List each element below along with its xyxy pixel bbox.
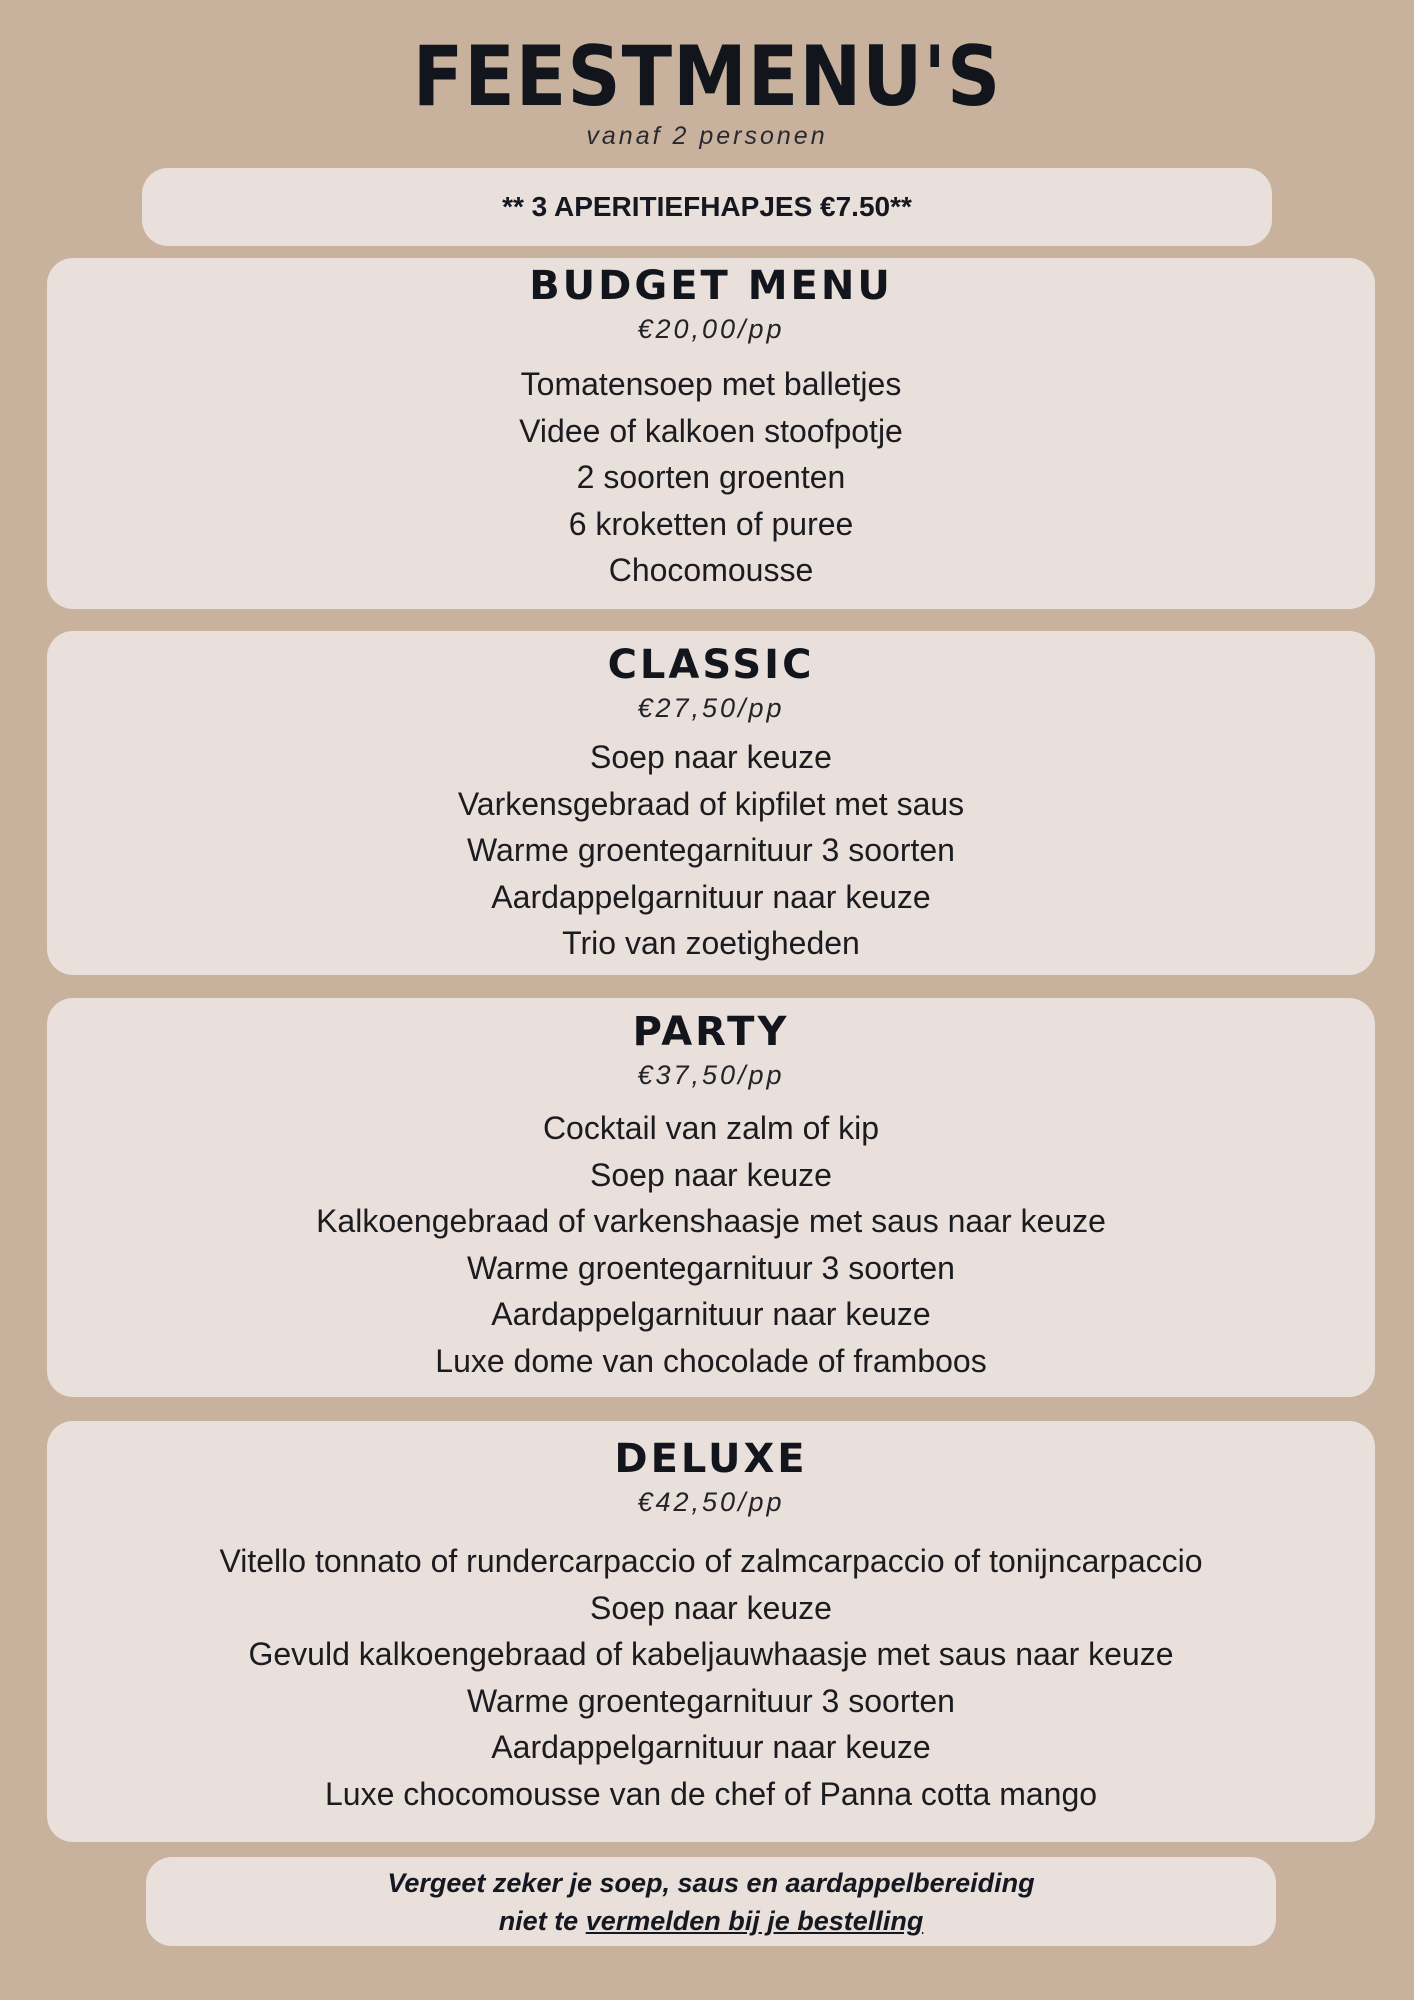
menu-item: Luxe dome van chocolade of framboos (435, 1342, 987, 1379)
menu-item: Luxe chocomousse van de chef of Panna cotta mango (324, 1775, 1098, 1812)
menu-title: BUDGET MENU (529, 263, 893, 309)
aperitief-text: ** 3 APERITIEFHAPJES €7.50** (502, 191, 912, 222)
page-title: FEESTMENU'S (412, 28, 1002, 126)
menu-item: Cocktail van zalm of kip (542, 1110, 880, 1146)
aperitief-banner (142, 168, 1272, 246)
menu-item: Aardappelgarnituur naar keuze (491, 878, 931, 915)
menu-item: Vitello tonnato of rundercarpaccio of zalmcarpaccio of tonijncarpaccio (219, 1543, 1203, 1579)
menu-title: PARTY (632, 1009, 790, 1055)
menu-card-party (47, 998, 1375, 1397)
menu-item: Videe of kalkoen stoofpotje (519, 412, 903, 449)
menu-card-budget (47, 258, 1375, 609)
menu-item: Aardappelgarnituur naar keuze (491, 1296, 931, 1332)
menu-item: Warme groentegarnituur 3 soorten (467, 832, 955, 868)
reminder-line-2-prefix: niet te (498, 1905, 586, 1936)
menu-items (47, 1105, 1375, 1384)
menu-item: Gevuld kalkoengebraad of kabeljauwhaasje met saus naar keuze (248, 1636, 1174, 1672)
menu-item: Chocomousse (608, 552, 814, 588)
menu-items (47, 734, 1375, 967)
menu-item: 2 soorten groenten (576, 459, 846, 495)
menu-price: €37,50/pp (637, 1060, 785, 1090)
reminder-line-2-underlined: vermelden bij je bestelling (585, 1905, 924, 1936)
menu-title: CLASSIC (607, 642, 815, 688)
menu-price: €42,50/pp (637, 1487, 785, 1517)
menu-title: DELUXE (614, 1436, 808, 1482)
menu-items (47, 1538, 1375, 1817)
menu-items (47, 361, 1375, 594)
order-reminder-note (146, 1857, 1276, 1946)
menu-item: Warme groentegarnituur 3 soorten (467, 1249, 955, 1286)
menu-item: 6 kroketten of puree (568, 505, 854, 542)
menu-item: Trio van zoetigheden (562, 925, 860, 961)
menu-price: €27,50/pp (637, 693, 785, 723)
menu-card-deluxe (47, 1421, 1375, 1842)
menu-item: Soep naar keuze (590, 1156, 832, 1193)
menu-item: Varkensgebraad of kipfilet met saus (457, 785, 965, 822)
menu-item: Soep naar keuze (590, 1589, 832, 1626)
menu-item: Soep naar keuze (590, 739, 832, 775)
menu-item: Kalkoengebraad of varkenshaasje met saus naar keuze (316, 1203, 1106, 1239)
reminder-line-2 (146, 1902, 1276, 1940)
reminder-line-1: Vergeet zeker je soep, saus en aardappelbereiding (387, 1867, 1035, 1898)
menu-item: Tomatensoep met balletjes (520, 366, 902, 402)
menu-card-classic (47, 631, 1375, 975)
menu-item: Aardappelgarnituur naar keuze (491, 1729, 931, 1765)
menu-price: €20,00/pp (637, 314, 785, 344)
menu-item: Warme groentegarnituur 3 soorten (467, 1682, 955, 1719)
page-subtitle: vanaf 2 personen (586, 122, 828, 150)
